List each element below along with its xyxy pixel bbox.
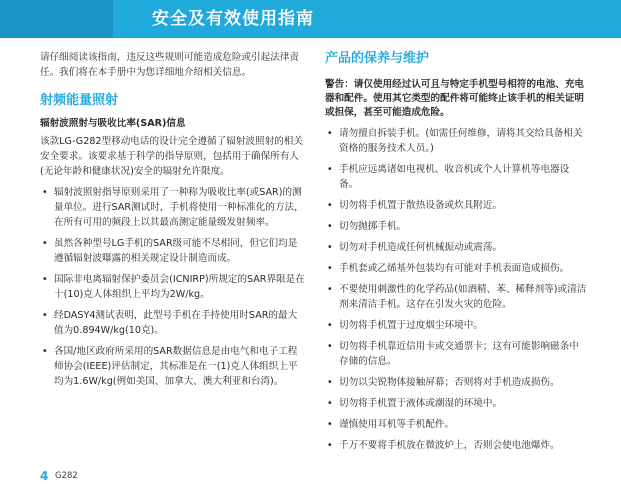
- list-item: • 手机套或乙烯基外包装均有可能对手机表面造成损伤。: [325, 261, 587, 276]
- right-column: [325, 50, 587, 459]
- model-label: G282: [55, 471, 78, 481]
- list-item: • 辐射波照射指导原则采用了一种称为吸收比率(或SAR)的测量单位。进行SAR测试时，手机将使用一种标准化的方法，在所有可用的频段上以其最高测定能量级发射频率。: [40, 185, 305, 230]
- left-column: [40, 50, 305, 395]
- list-item: • 切勿抛掷手机。: [325, 219, 587, 234]
- list-item: • 切勿对手机造成任何机械振动或震荡。: [325, 240, 587, 255]
- list-item: • 国际非电离辐射保护委员会(ICNIRP)所规定的SAR界限是在十(10)克人体组织上平均为2W/kg。: [40, 272, 305, 302]
- list-item: • 切勿将手机置于散热设备或炊具附近。: [325, 198, 587, 213]
- list-item: • 千万不要将手机放在微波炉上，否则会使电池爆炸。: [325, 438, 587, 453]
- list-item: • 切勿将手机置于过度烟尘环境中。: [325, 318, 587, 333]
- list-item: • 各国/地区政府所采用的SAR数据信息是由电气和电子工程师协会(IEEE)评估制定，其标准是在一(1)克人体组织上平均为1.6W/kg(例如美国、加拿大、澳大利亚和台湾)。: [40, 344, 305, 389]
- subheading-sar-info: 辐射波照射与吸收比率(SAR)信息: [40, 118, 186, 129]
- warning-paragraph: 警告：请仅使用经过认可且与特定手机型号相符的电池、充电器和配件。使用其它类型的配件将可能终止该手机的相关证明或担保，甚至可能造成危险。: [325, 79, 585, 118]
- list-item: • 手机应远离诸如电视机、收音机或个人计算机等电器设备。: [325, 162, 587, 192]
- sar-bullet-list: [40, 185, 305, 389]
- list-item: • 虽然各种型号LG手机的SAR级可能不尽相同，但它们均是遵循辐射波曝露的相关规定设计制造而成。: [40, 236, 305, 266]
- intro-paragraph: 请仔细阅读该指南，违反这些规则可能造成危险或引起法律责任。我们将在本手册中为您详细地介绍相关信息。: [40, 52, 300, 78]
- list-item: • 经DASY4测试表明，此型号手机在手持使用时SAR的最大值为0.894W/kg(10克)。: [40, 308, 305, 338]
- list-item: • 切勿以尖锐物体接触屏幕；否则将对手机造成损伤。: [325, 375, 587, 390]
- care-bullet-list: [325, 126, 587, 453]
- sar-body-paragraph: 该款LG-G282型移动电话的设计完全遵循了辐射波照射的相关安全要求。该要求基于科学的指导原则，包括用于确保所有人(无论年龄和健康状况)安全的辐射允许限度。: [40, 136, 303, 177]
- section-title-rf-exposure: 射频能量照射: [40, 93, 119, 108]
- page-number: 4: [40, 469, 49, 483]
- page-title: 安全及有效使用指南: [152, 9, 314, 29]
- section-title-care-maintenance: 产品的保养与维护: [325, 51, 430, 66]
- list-item: • 请勿擅自拆装手机。(如需任何维修，请将其交给具备相关资格的服务技术人员。): [325, 126, 587, 156]
- header-bar: [0, 0, 621, 38]
- list-item: • 谨慎使用耳机等手机配件。: [325, 417, 587, 432]
- list-item: • 切勿将手机靠近信用卡或交通票卡；这有可能影响磁条中存储的信息。: [325, 339, 587, 369]
- list-item: • 切勿将手机置于液体或潮湿的环境中。: [325, 396, 587, 411]
- header-accent-block: [0, 0, 113, 38]
- list-item: • 不要使用刺激性的化学药品(如酒精、苯、稀释剂等)或清洁剂来清洁手机。这存在引发火灾的危险。: [325, 282, 587, 312]
